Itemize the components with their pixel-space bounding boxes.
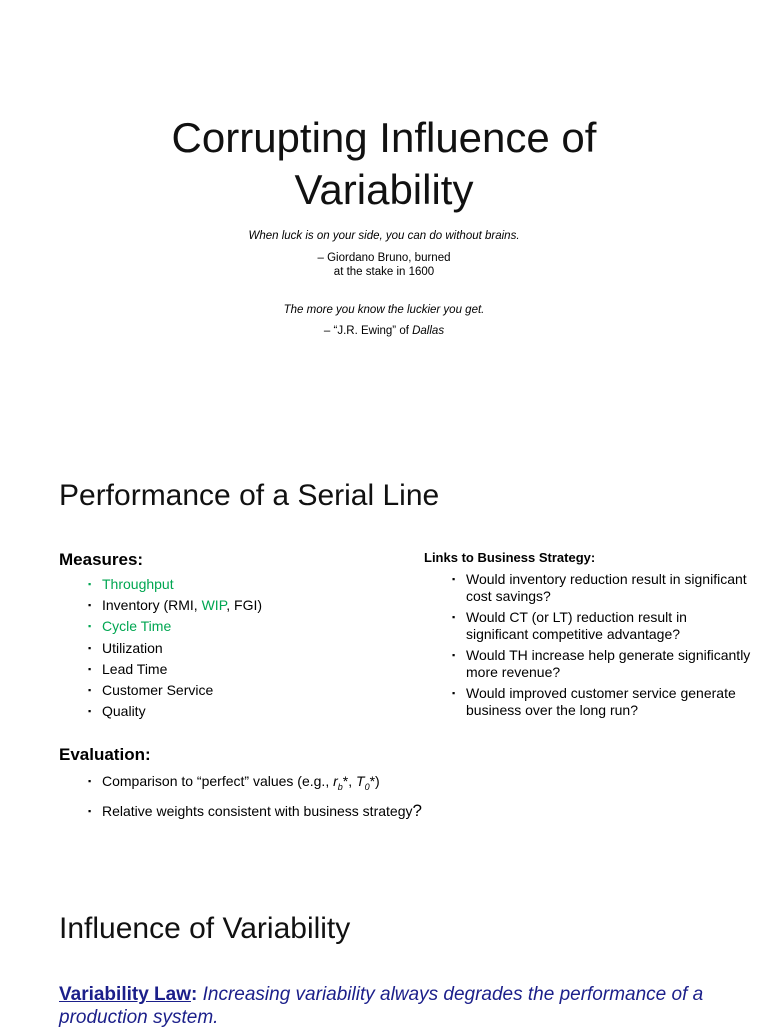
measure-throughput: Throughput bbox=[102, 576, 174, 592]
title-line-2: Variability bbox=[294, 166, 474, 213]
measure-lead-time: Lead Time bbox=[102, 660, 168, 677]
bullet-icon: ▪ bbox=[88, 776, 92, 786]
evaluation-item-1-t-sub: 0 bbox=[364, 781, 370, 792]
quote-1-text: When luck is on your side, you can do without brains. bbox=[248, 230, 520, 242]
bullet-icon: ▪ bbox=[88, 600, 92, 611]
measure-inventory-suffix: , FGI) bbox=[226, 597, 263, 614]
quote-1-attribution bbox=[0, 251, 768, 279]
evaluation-item-1-r: r bbox=[333, 773, 338, 789]
bullet-icon: ▪ bbox=[452, 574, 456, 584]
list-item bbox=[88, 659, 262, 680]
evaluation-item-2-text: Relative weights consistent with business strategy bbox=[102, 802, 413, 819]
performance-heading: Performance of a Serial Line bbox=[59, 479, 440, 512]
list-item bbox=[88, 769, 422, 799]
bullet-icon: ▪ bbox=[88, 579, 92, 589]
list-item bbox=[88, 638, 262, 659]
evaluation-item-1-suffix: *) bbox=[369, 773, 380, 789]
links-list bbox=[452, 571, 752, 723]
link-item-text: Would inventory reduction result in significant cost savings? bbox=[466, 571, 747, 604]
list-item bbox=[88, 574, 262, 595]
variability-law-text: Increasing variability always degrades the performance of a production system. bbox=[59, 984, 704, 1028]
variability-heading: Influence of Variability bbox=[59, 912, 351, 945]
title-line-1: Corrupting Influence of bbox=[171, 114, 597, 161]
variability-law bbox=[59, 983, 739, 1029]
link-item-text: Would CT (or LT) reduction result in significant competitive advantage? bbox=[466, 609, 687, 642]
links-heading: Links to Business Strategy: bbox=[424, 550, 596, 565]
measure-utilization: Utilization bbox=[102, 639, 163, 656]
list-item bbox=[88, 680, 262, 701]
quote-2-text: The more you know the luckier you get. bbox=[283, 304, 485, 316]
list-item bbox=[88, 595, 262, 616]
slide-title bbox=[0, 112, 768, 216]
quote-1-attribution-line-2: at the stake in 1600 bbox=[333, 266, 435, 278]
list-item bbox=[452, 571, 752, 605]
measure-customer-service: Customer Service bbox=[102, 682, 214, 699]
list-item bbox=[452, 647, 752, 681]
variability-law-name: Variability Law bbox=[59, 984, 191, 1005]
quote-1-attribution-line-1: – Giordano Bruno, burned bbox=[317, 252, 451, 264]
bullet-icon: ▪ bbox=[452, 688, 456, 698]
bullet-icon: ▪ bbox=[452, 612, 456, 622]
bullet-icon: ▪ bbox=[88, 685, 92, 696]
bullet-icon: ▪ bbox=[452, 650, 456, 660]
list-item bbox=[88, 701, 262, 722]
quote-2-attribution bbox=[0, 324, 768, 338]
bullet-icon: ▪ bbox=[88, 621, 92, 632]
evaluation-heading: Evaluation: bbox=[59, 745, 151, 764]
measure-cycle-time: Cycle Time bbox=[102, 618, 172, 635]
evaluation-list bbox=[88, 769, 422, 823]
measures-heading: Measures: bbox=[59, 550, 144, 569]
quote-2-attribution-show: Dallas bbox=[412, 325, 445, 337]
list-item bbox=[88, 799, 422, 823]
link-item-text: Would improved customer service generate business over the long run? bbox=[466, 685, 736, 718]
list-item bbox=[452, 609, 752, 643]
quote-2-attribution-prefix: – “J.R. Ewing” of bbox=[323, 325, 413, 337]
bullet-icon: ▪ bbox=[88, 706, 92, 717]
bullet-icon: ▪ bbox=[88, 642, 92, 653]
list-item bbox=[452, 685, 752, 719]
evaluation-item-1-t: T bbox=[356, 773, 365, 789]
evaluation-item-1-r-sub: b bbox=[337, 781, 343, 792]
measure-quality: Quality bbox=[102, 703, 146, 720]
bullet-icon: ▪ bbox=[88, 805, 92, 816]
measures-list bbox=[88, 574, 262, 722]
link-item-text: Would TH increase help generate significantly more revenue? bbox=[466, 647, 751, 680]
measure-inventory-prefix: Inventory (RMI, bbox=[102, 597, 202, 614]
measure-inventory-wip: WIP bbox=[201, 597, 227, 614]
variability-law-colon: : bbox=[191, 984, 198, 1005]
evaluation-item-1-prefix: Comparison to “perfect” values (e.g., bbox=[102, 773, 334, 789]
evaluation-item-2-qmark: ? bbox=[412, 800, 422, 820]
bullet-icon: ▪ bbox=[88, 663, 92, 674]
list-item bbox=[88, 616, 262, 637]
evaluation-item-1-mid: *, bbox=[342, 773, 357, 789]
